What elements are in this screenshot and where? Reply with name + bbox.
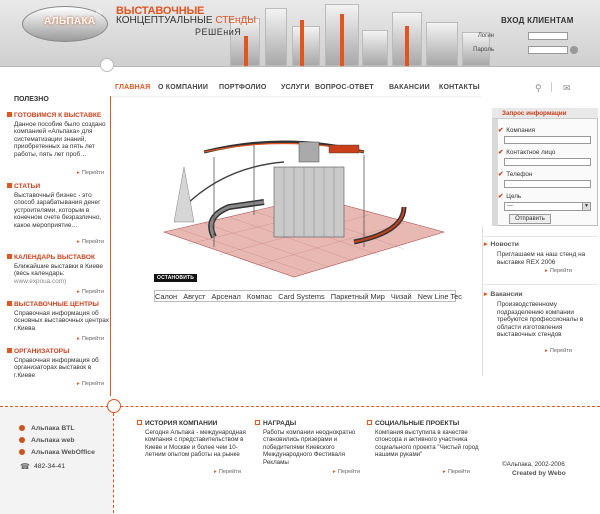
nav-item-services[interactable]: УСЛУГИ xyxy=(281,84,310,91)
goal-label: ✔ Цель xyxy=(498,193,522,200)
useful-item-articles xyxy=(7,183,109,230)
news-title[interactable]: ▸ Новости xyxy=(484,241,519,248)
header-tagline-2a: КОНЦЕПТУАЛЬНЫЕ xyxy=(116,15,213,26)
useful-item-text: Справочная информация об основных выставочных центрах г.Киева xyxy=(14,309,109,332)
header-tagline-2 xyxy=(116,15,256,26)
footer-link-weboffice[interactable]: Альпака WebOffice xyxy=(19,449,95,456)
chevron-down-icon[interactable]: ▼ xyxy=(582,203,590,210)
right-separator xyxy=(484,236,598,237)
footer-col-text: Работы компании неоднократно становились призерами и победителями Киевского Международного Фестиваля Рекламы xyxy=(263,429,356,466)
request-form-title: Запрос информации xyxy=(492,108,598,119)
header-stripe xyxy=(405,26,409,66)
footer-col-head[interactable]: ИСТОРИЯ КОМПАНИИ xyxy=(137,420,247,427)
main-nav xyxy=(115,84,480,93)
ticker-item[interactable]: Card Systems xyxy=(278,292,325,301)
useful-item-calendar xyxy=(7,254,109,285)
footer-col-awards xyxy=(255,420,365,466)
arrow-icon: ▸ xyxy=(77,239,80,245)
useful-item-head[interactable]: ВЫСТАВОЧНЫЕ ЦЕНТРЫ xyxy=(7,301,109,309)
footer-col-history xyxy=(137,420,247,459)
nav-item-home[interactable]: ГЛАВНАЯ xyxy=(115,84,151,91)
useful-item-head[interactable]: ОРГАНИЗАТОРЫ xyxy=(7,348,109,356)
nav-underline xyxy=(111,96,481,97)
footer-left-panel xyxy=(0,407,113,514)
more-link[interactable]: ▸ Перейти xyxy=(545,348,572,354)
header-stripe xyxy=(300,20,304,66)
footer-col-head[interactable]: НАГРАДЫ xyxy=(255,420,365,427)
ticker-item[interactable]: Чизай xyxy=(390,292,412,301)
news-text: Приглашаем на наш стенд на выставке REX 2006 xyxy=(497,251,586,266)
footer-link-btl[interactable]: Альпака BTL xyxy=(19,425,75,432)
check-icon: ✔ xyxy=(498,149,504,156)
send-button[interactable]: Отправить xyxy=(509,214,551,224)
arrow-icon: ▸ xyxy=(545,268,548,274)
more-link[interactable]: ▸ Перейти xyxy=(77,170,104,176)
right-separator xyxy=(484,284,598,285)
bullet-icon xyxy=(7,348,12,353)
arrow-icon: ▸ xyxy=(545,348,548,354)
check-icon: ✔ xyxy=(498,193,504,200)
useful-item-text: Выставочный бизнес - это способ зарабатывания денег устроителями, которым в конечном счете безразлично, какое мероприятие… xyxy=(14,191,102,229)
ticker-item[interactable]: Компас xyxy=(246,292,273,301)
useful-item-centers xyxy=(7,301,109,332)
left-column-divider xyxy=(110,96,111,396)
useful-title: ПОЛЕЗНО xyxy=(14,96,49,103)
copyright: ©Альпака, 2002-2006 xyxy=(502,461,565,468)
client-ticker[interactable] xyxy=(154,290,462,302)
arrow-icon: ▸ xyxy=(443,469,446,475)
check-icon: ✔ xyxy=(498,171,504,178)
more-link[interactable]: ▸ Перейти xyxy=(77,289,104,295)
square-icon xyxy=(137,420,142,425)
phone-icon: ☎ xyxy=(20,462,30,471)
useful-item-head[interactable]: СТАТЬИ xyxy=(7,183,109,191)
more-link[interactable]: ▸ Перейти xyxy=(545,268,572,274)
goal-select[interactable]: --- ▼ xyxy=(504,202,591,211)
header-circle-ornament xyxy=(100,58,114,72)
registered-mark: ® xyxy=(96,8,102,17)
ticker-item[interactable]: Август xyxy=(183,292,206,301)
bullet-icon xyxy=(7,183,12,188)
more-link[interactable]: ▸ Перейти xyxy=(443,469,470,475)
arrow-icon: ▸ xyxy=(333,469,336,475)
logo[interactable]: АЛЬПАКА xyxy=(44,16,96,27)
phone-label: ✔ Телефон xyxy=(498,171,533,178)
footer-circle-ornament xyxy=(107,399,121,413)
phone-input[interactable] xyxy=(504,180,591,188)
company-label: ✔ Компания xyxy=(498,127,536,134)
useful-item-organizers xyxy=(7,348,109,379)
vacancies-title[interactable]: ▸ Вакансии xyxy=(484,291,523,298)
bullet-icon xyxy=(19,437,25,443)
created-by-link[interactable]: Created by Webo xyxy=(512,470,566,477)
footer-link-web[interactable]: Альпака web xyxy=(19,437,75,444)
header-stripe xyxy=(340,14,344,66)
contact-input[interactable] xyxy=(504,158,591,166)
header-divider xyxy=(0,66,600,67)
check-icon: ✔ xyxy=(498,127,504,134)
nav-item-contacts[interactable]: КОНТАКТЫ xyxy=(439,84,480,91)
nav-separator xyxy=(551,82,552,92)
arrow-icon: ▸ xyxy=(77,336,80,342)
more-link[interactable]: ▸ Перейти xyxy=(77,381,104,387)
login-input[interactable] xyxy=(528,32,568,40)
header-building xyxy=(265,8,287,66)
footer-col-text: Сегодня Альпака - международная компания с представительством в Киеве и Москве и более чем 10-летним опытом работы на рынке xyxy=(145,429,246,459)
footer-col-social xyxy=(367,420,485,459)
arrow-icon: ▸ xyxy=(77,170,80,176)
vacancies-text: Производственному подразделению компании требуются профессионалы в области изготовления выставочных стендов xyxy=(497,301,584,339)
nav-item-faq[interactable]: ВОПРОС-ОТВЕТ xyxy=(315,84,374,91)
ticker-item[interactable]: Паркетный Мир xyxy=(330,292,385,301)
right-column-divider xyxy=(482,226,483,376)
ticker-item[interactable]: Салон xyxy=(155,292,178,301)
search-icon[interactable]: ⚲ xyxy=(535,83,542,93)
login-go-icon[interactable] xyxy=(570,46,578,54)
login-title: ВХОД КЛИЕНТАМ xyxy=(501,16,574,25)
header-tagline-3: РЕШЕниЯ xyxy=(195,27,242,37)
square-icon xyxy=(255,420,260,425)
arrow-icon: ▸ xyxy=(77,289,80,295)
nav-item-about[interactable]: О КОМПАНИИ xyxy=(158,84,209,91)
company-input[interactable] xyxy=(504,136,591,144)
more-link[interactable]: ▸ Перейти xyxy=(77,239,104,245)
useful-item-exhibition-prep xyxy=(7,112,109,159)
expoua-link[interactable]: www.expoua.com) xyxy=(14,277,67,285)
more-link[interactable]: ▸ Перейти xyxy=(333,469,360,475)
arrow-icon: ▸ xyxy=(484,241,488,248)
more-link[interactable]: ▸ Перейти xyxy=(214,469,241,475)
ticker-item[interactable]: New Line Tec xyxy=(417,292,462,301)
header xyxy=(0,0,600,66)
useful-item-head[interactable]: КАЛЕНДАРЬ ВЫСТАВОК xyxy=(7,254,109,262)
arrow-icon: ▸ xyxy=(484,291,488,298)
header-building xyxy=(362,30,388,66)
header-stripe xyxy=(244,36,248,66)
footer-vertical-divider xyxy=(113,413,114,513)
mail-icon[interactable]: ✉ xyxy=(563,83,571,93)
useful-item-head[interactable]: ГОТОВИМСЯ К ВЫСТАВКЕ xyxy=(7,112,109,120)
bullet-icon xyxy=(7,254,12,259)
header-tagline-1: ВЫСТАВОЧНЫЕ xyxy=(116,5,205,17)
nav-item-vacancies[interactable]: ВАКАНСИИ xyxy=(389,84,430,91)
contact-label: ✔ Контактное лицо xyxy=(498,149,556,156)
exhibition-stand-image xyxy=(114,107,459,292)
arrow-icon: ▸ xyxy=(214,469,217,475)
stop-button[interactable]: ОСТАНОВИТЬ xyxy=(154,274,197,282)
header-building xyxy=(426,22,458,66)
footer-col-head[interactable]: СОЦИАЛЬНЫЕ ПРОЕКТЫ xyxy=(367,420,485,427)
footer-col-text: Компания выступила в качестве спонсора и активного участника социального проекта "Чистый город нашими руками" xyxy=(375,429,479,459)
more-link[interactable]: ▸ Перейти xyxy=(77,336,104,342)
phone-number: 482-34-41 xyxy=(34,463,65,470)
bullet-icon xyxy=(7,301,12,306)
bullet-icon xyxy=(7,112,12,117)
password-input[interactable] xyxy=(528,46,568,54)
bullet-icon xyxy=(19,449,25,455)
useful-item-text: Ближайшие выставки в Киеве (весь календарь: www.expoua.com) xyxy=(14,262,103,285)
login-label: Логин xyxy=(477,33,494,39)
header-tagline-2b: СТЕнДЫ xyxy=(215,15,257,26)
footer-divider xyxy=(0,406,600,407)
nav-item-portfolio[interactable]: ПОРТФОЛИО xyxy=(219,84,267,91)
arrow-icon: ▸ xyxy=(77,381,80,387)
useful-item-text: Данное пособие было создано компанией «Альпака» для систематизации знаний, приобретенных за пять лет работы, пять лет проб… xyxy=(14,120,106,158)
bullet-icon xyxy=(19,425,25,431)
useful-item-text: Справочная информация об организаторах выставок в г.Киеве xyxy=(14,356,99,379)
password-label: Пароль xyxy=(473,47,494,53)
header-building xyxy=(292,26,320,66)
square-icon xyxy=(367,420,372,425)
ticker-item[interactable]: Арсенал xyxy=(211,292,241,301)
